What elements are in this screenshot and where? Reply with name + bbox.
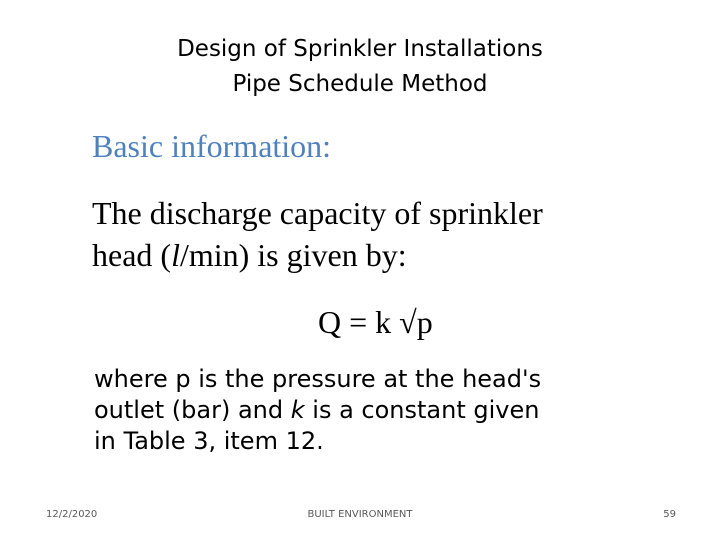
explanation-line-3: in Table 3, item 12. xyxy=(94,427,324,455)
body-line-2-pre: head ( xyxy=(92,237,172,273)
section-heading: Basic information: xyxy=(92,128,332,164)
footer-center-text: BUILT ENVIRONMENT xyxy=(307,509,413,520)
slide-title-line-2: Pipe Schedule Method xyxy=(232,71,488,97)
explanation-line-2 xyxy=(94,395,694,426)
explanation-line-2-pre: outlet (bar) and xyxy=(94,396,291,424)
body-paragraph xyxy=(92,192,692,276)
discharge-equation: Q = k √p xyxy=(318,304,433,340)
explanation-line-1: where p is the pressure at the head's xyxy=(94,365,542,393)
constant-k-italic: k xyxy=(290,396,305,424)
body-line-1: The discharge capacity of sprinkler xyxy=(92,195,543,231)
footer-date: 12/2/2020 xyxy=(46,509,98,520)
body-line-2-post: /min) is given by: xyxy=(179,237,407,273)
explanation-paragraph xyxy=(94,364,694,457)
explanation-line-2-post: is a constant given xyxy=(304,396,540,424)
slide-title-line-1: Design of Sprinkler Installations xyxy=(177,36,543,62)
liter-unit-italic: l xyxy=(171,237,180,273)
footer-page-number: 59 xyxy=(663,509,676,520)
body-line-2 xyxy=(92,234,692,276)
slide-title xyxy=(0,32,720,102)
